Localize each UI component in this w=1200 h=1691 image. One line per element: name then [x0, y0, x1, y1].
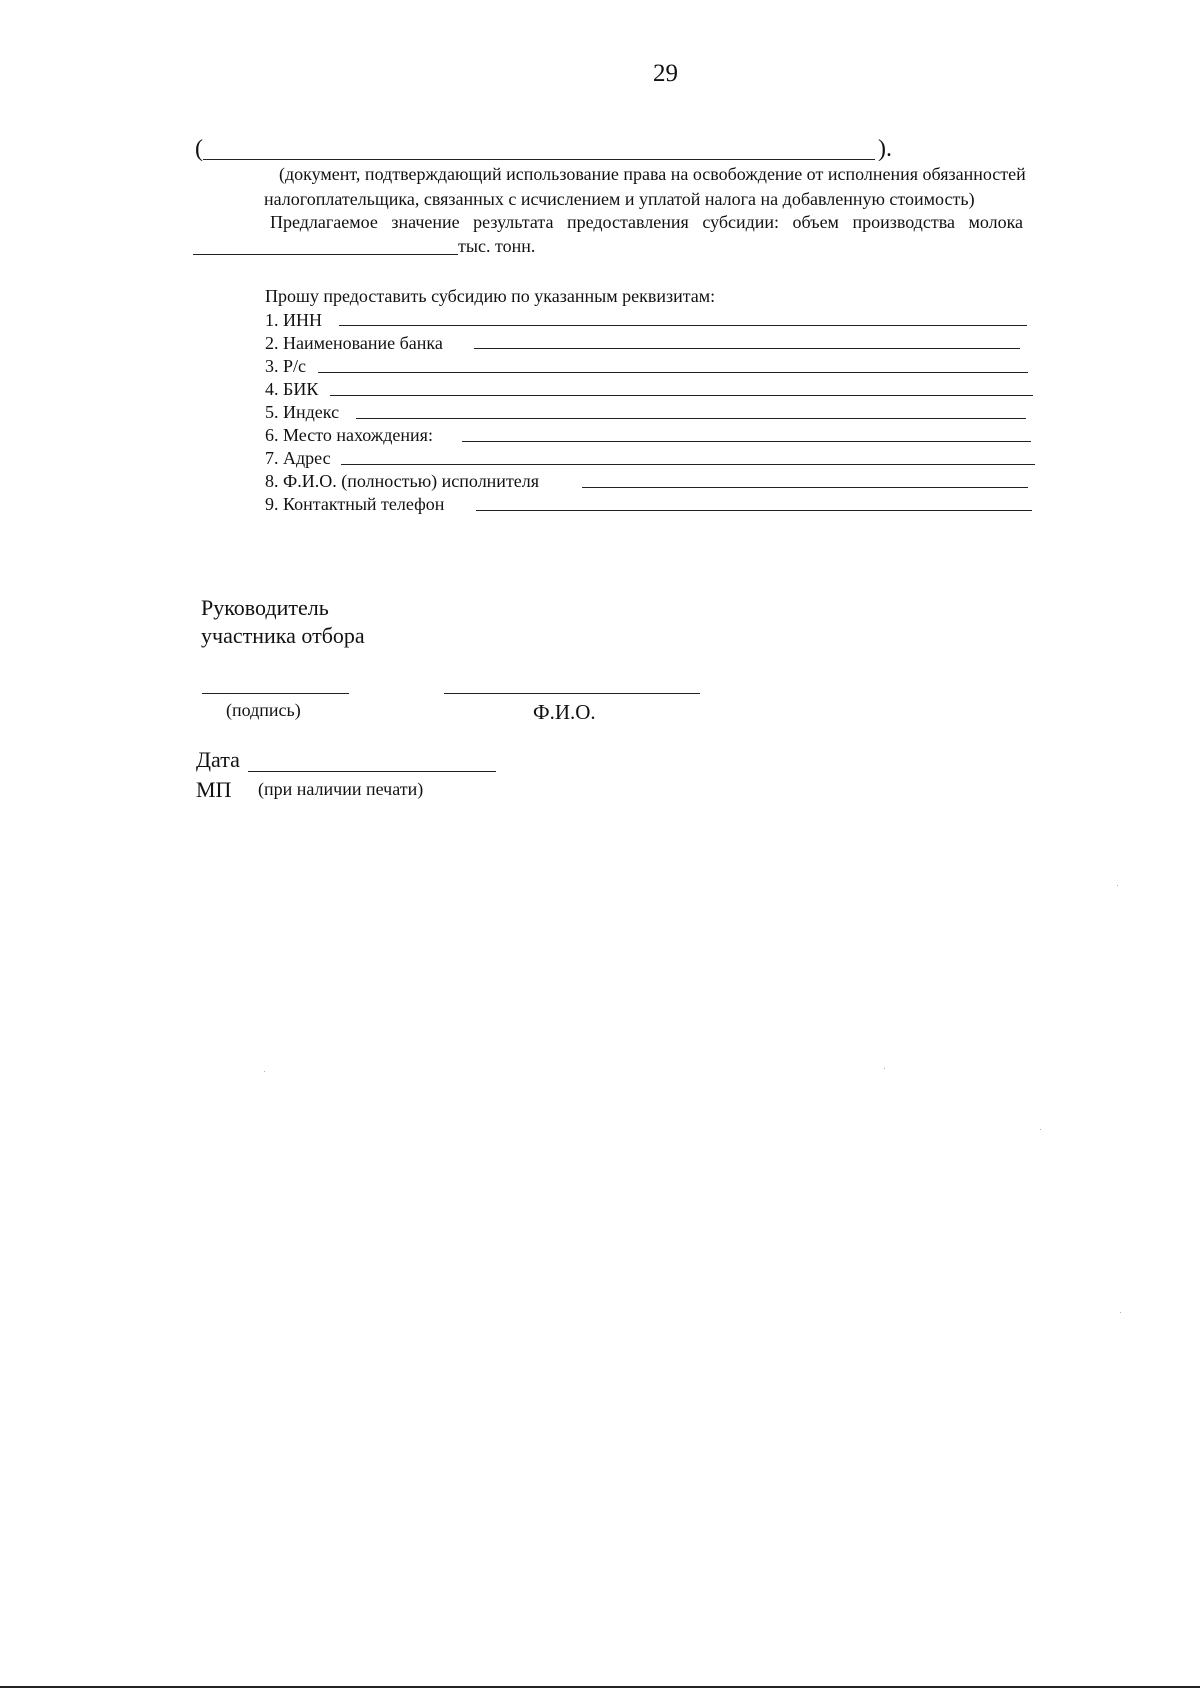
- requisite-label-location: 6. Место нахождения:: [265, 425, 433, 445]
- close-paren: ).: [878, 136, 892, 162]
- signer-role-line1: Руководитель: [201, 595, 329, 620]
- requisite-field-executor[interactable]: [582, 487, 1028, 488]
- result-value-line[interactable]: [193, 254, 458, 255]
- requisite-label-executor: 8. Ф.И.О. (полностью) исполнителя: [265, 471, 540, 491]
- signer-role-line2: участника отбора: [201, 623, 365, 648]
- scan-speck: [884, 1068, 885, 1069]
- requisite-field-phone[interactable]: [476, 510, 1032, 511]
- document-blank-line[interactable]: [203, 159, 875, 160]
- date-label: Дата: [196, 747, 240, 772]
- requisite-field-address[interactable]: [341, 464, 1035, 465]
- date-field-line[interactable]: [248, 771, 496, 772]
- requisite-field-account[interactable]: [318, 372, 1028, 373]
- page-number: 29: [653, 60, 678, 87]
- document-caption-line1: (документ, подтверждающий использование права на освобождение от исполнения обязанностей: [279, 164, 1026, 184]
- requisite-field-location[interactable]: [462, 441, 1031, 442]
- requisite-label-bank: 2. Наименование банка: [265, 333, 443, 353]
- requisite-field-bik[interactable]: [330, 395, 1033, 396]
- scan-speck: [1117, 885, 1118, 886]
- full-name-line[interactable]: [444, 693, 700, 694]
- requisites-intro: Прошу предоставить субсидию по указанным реквизитам:: [265, 286, 716, 306]
- open-paren: (: [195, 136, 203, 162]
- requisite-label-inn: 1. ИНН: [265, 310, 322, 330]
- signature-caption: (подпись): [226, 700, 301, 720]
- result-unit: тыс. тонн.: [458, 236, 536, 256]
- scan-speck: [1040, 1129, 1041, 1130]
- requisite-label-index: 5. Индекс: [265, 402, 340, 422]
- requisite-field-index[interactable]: [356, 418, 1026, 419]
- requisite-label-bik: 4. БИК: [265, 379, 319, 399]
- requisite-label-address: 7. Адрес: [265, 448, 331, 468]
- document-caption-line2: налогоплательщика, связанных с исчислением и уплатой налога на добавленную стоимость): [264, 189, 975, 209]
- stamp-label: МП: [196, 777, 232, 802]
- scan-speck: [264, 1071, 265, 1072]
- scan-speck: [1120, 1312, 1121, 1313]
- bottom-border: [0, 1686, 1200, 1688]
- stamp-note: (при наличии печати): [258, 779, 424, 799]
- result-text: Предлагаемое значение результата предоставления субсидии: объем производства молока: [270, 212, 1024, 232]
- requisite-field-inn[interactable]: [339, 325, 1027, 326]
- requisite-label-account: 3. Р/с: [265, 356, 307, 376]
- signature-line[interactable]: [202, 693, 349, 694]
- requisite-label-phone: 9. Контактный телефон: [265, 494, 445, 514]
- requisite-field-bank[interactable]: [474, 348, 1020, 349]
- full-name-caption: Ф.И.О.: [533, 700, 596, 724]
